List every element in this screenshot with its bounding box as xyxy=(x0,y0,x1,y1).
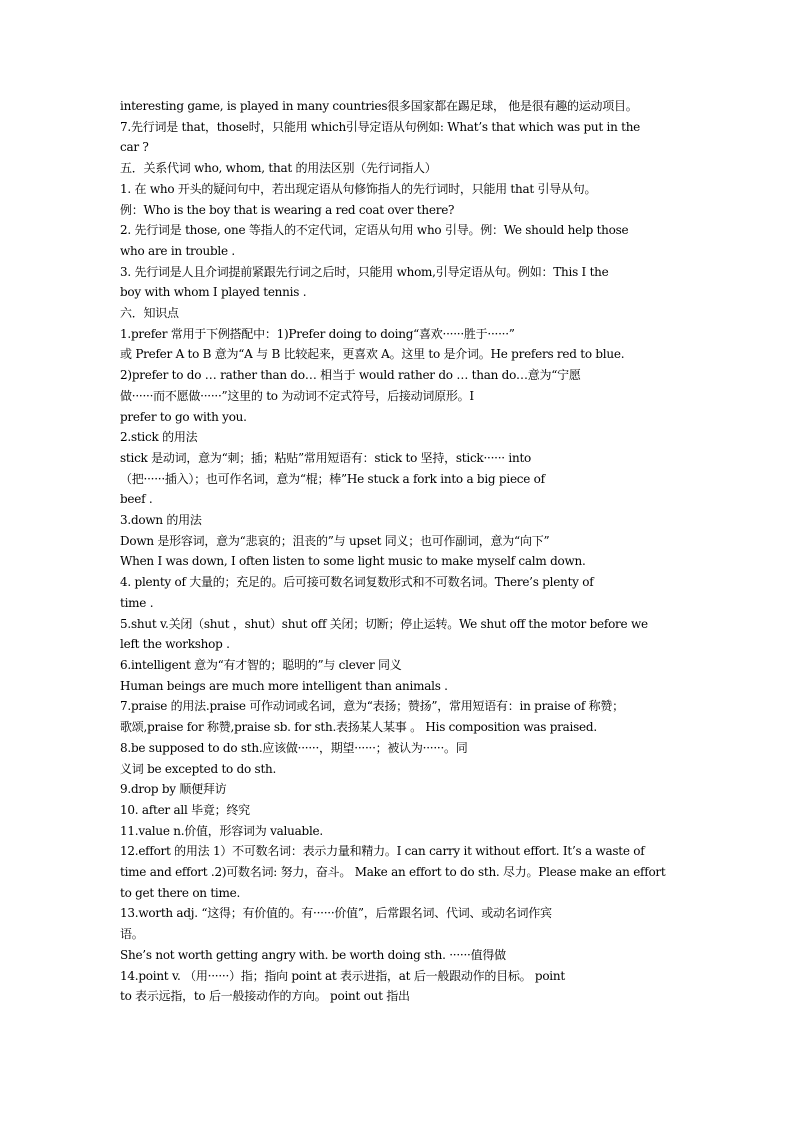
text-line: stick 是动词，意为“刺；插；粘贴”常用短语有：stick to 坚持，stick······ into xyxy=(120,450,532,465)
text-line: 语。 xyxy=(120,927,144,942)
text-line: time . xyxy=(120,595,154,610)
text-line: 义词 be excepted to do sth. xyxy=(120,761,277,776)
text-line: car ? xyxy=(120,140,149,155)
text-line: 1. 在 who 开头的疑问句中，若出现定语从句修饰指人的先行词时，只能用 that 引导从句。 xyxy=(120,181,597,196)
text-line: prefer to go with you. xyxy=(120,409,247,424)
text-line: 例：Who is the boy that is wearing a red coat over there? xyxy=(120,202,455,217)
text-line: who are in trouble . xyxy=(120,243,235,258)
text-line: 3. 先行词是人且介词提前紧跟先行词之后时，只能用 whom,引导定语从句。例如：This I the xyxy=(120,264,609,279)
text-line: 10. after all 毕竟；终究 xyxy=(120,802,250,817)
text-line: left the workshop . xyxy=(120,637,230,652)
text-line: 1.prefer 常用于下例搭配中：1)Prefer doing to doing“喜欢······胜于······” xyxy=(120,326,515,341)
document-body xyxy=(120,96,680,1007)
text-line: 12.effort 的用法 1）不可数名词：表示力量和精力。I can carry it without effort. It’s a waste of xyxy=(120,844,645,859)
text-line: 8.be supposed to do sth.应该做······，期望······；被认为······。同 xyxy=(120,740,468,755)
text-line: beef . xyxy=(120,492,153,507)
text-line: to 表示远指，to 后一般接动作的方向。 point out 指出 xyxy=(120,989,410,1004)
text-line: 7.先行词是 that，those时，只能用 which引导定语从句例如: What’s that which was put in the xyxy=(120,119,641,134)
text-line: 2)prefer to do … rather than do… 相当于 would rather do … than do…意为“宁愿 xyxy=(120,368,581,383)
text-line: 13.worth adj. “这得；有价值的。有······价值”，后常跟名词、代词、或动名词作宾 xyxy=(120,906,552,921)
text-line: 做······而不愿做······”这里的 to 为动词不定式符号，后接动词原形。I xyxy=(120,388,474,403)
text-line: interesting game, is played in many countries很多国家都在踢足球， 他是很有趣的运动项目。 xyxy=(120,99,638,113)
text-line: Down 是形容词，意为“悲哀的；沮丧的”与 upset 同义；也可作副词，意为“向下” xyxy=(120,533,550,548)
text-line: （把······插入）；也可作名词，意为“棍；棒”He stuck a fork into a big piece of xyxy=(120,471,545,486)
text-line: 歌颂,praise for 称赞,praise sb. for sth.表扬某人某事 。 His composition was praised. xyxy=(120,720,597,735)
text-line: Human beings are much more intelligent than animals . xyxy=(120,678,448,693)
text-line: 6.intelligent 意为“有才智的；聪明的”与 clever 同义 xyxy=(120,657,402,672)
text-line: 六．知识点 xyxy=(120,306,179,321)
text-line: 14.point v. （用······）指；指向 point at 表示进指，at 后一般跟动作的目标。 point xyxy=(120,968,565,983)
text-line: 4. plenty of 大量的；充足的。后可接可数名词复数形式和不可数名词。There’s plenty of xyxy=(120,575,594,590)
text-line: 11.value n.价值，形容词为 valuable. xyxy=(120,823,323,838)
text-line: 2.stick 的用法 xyxy=(120,430,198,445)
text-line: When I was down, I often listen to some light music to make myself calm down. xyxy=(120,554,586,569)
text-line: 9.drop by 顺便拜访 xyxy=(120,782,227,797)
text-line: 7.praise 的用法.praise 可作动词或名词，意为“表扬；赞扬”，常用短语有：in praise of 称赞； xyxy=(120,699,624,714)
text-line: 或 Prefer A to B 意为“A 与 B 比较起来，更喜欢 A。这里 to 是介词。He prefers red to blue. xyxy=(120,347,625,362)
text-line: 2. 先行词是 those, one 等指人的不定代词，定语从句用 who 引导。例：We should help those xyxy=(120,223,629,238)
text-line: boy with whom I played tennis . xyxy=(120,285,307,300)
text-line: 五．关系代词 who, whom, that 的用法区别（先行词指人） xyxy=(120,161,437,176)
text-line: 3.down 的用法 xyxy=(120,513,202,528)
text-line: to get there on time. xyxy=(120,885,241,900)
text-line: 5.shut v.关闭（shut ，shut）shut off 关闭；切断；停止运转。We shut off the motor before we xyxy=(120,616,648,631)
text-line: She’s not worth getting angry with. be worth doing sth. ······值得做 xyxy=(120,947,506,962)
text-line: time and effort .2)可数名词: 努力，奋斗。 Make an effort to do sth. 尽力。Please make an effort xyxy=(120,865,666,880)
